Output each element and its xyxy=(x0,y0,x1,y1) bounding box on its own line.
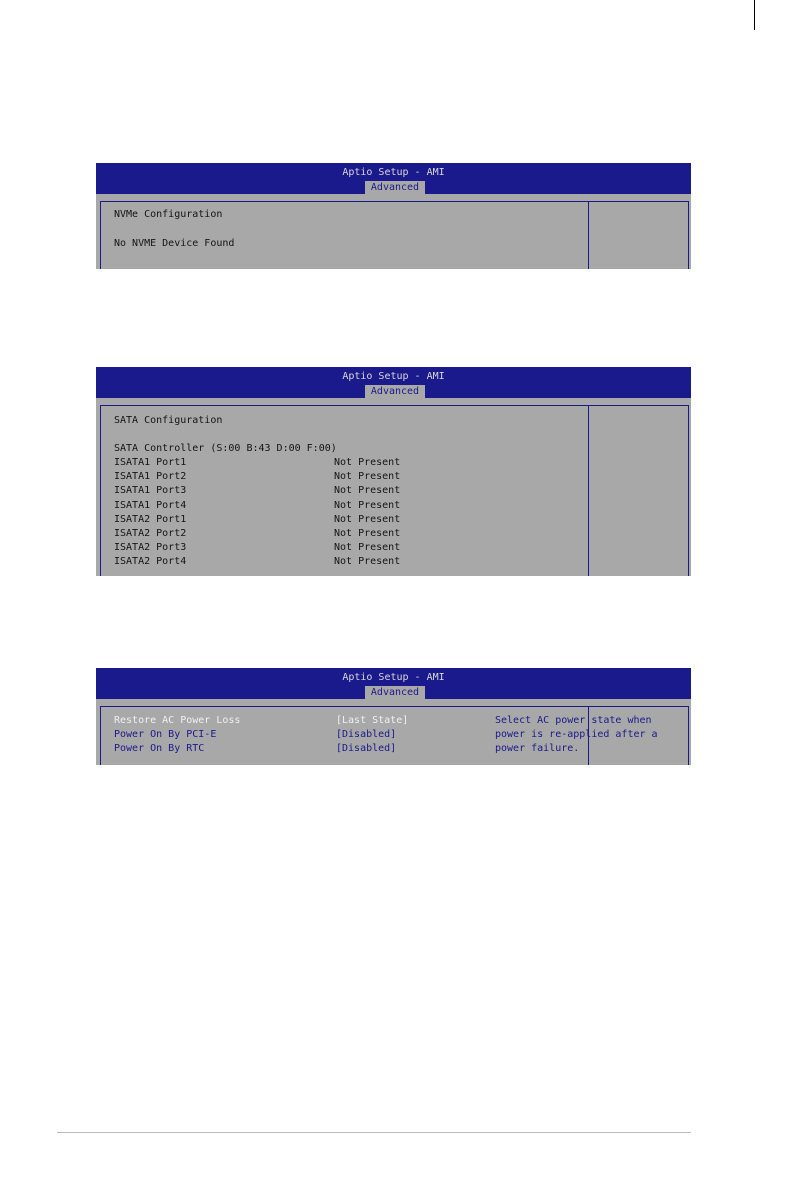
crop-mark xyxy=(754,0,755,30)
port-name: ISATA1 Port4 xyxy=(114,500,187,511)
port-name: ISATA2 Port3 xyxy=(114,542,187,553)
setting-label-restore-ac-power-loss[interactable]: Restore AC Power Loss xyxy=(114,715,241,726)
bios-header xyxy=(96,163,691,194)
bios-screen-sata xyxy=(96,367,691,576)
setting-value-restore-ac-power-loss[interactable]: [Last State] xyxy=(336,715,409,726)
nvme-message: No NVME Device Found xyxy=(114,238,235,249)
footer-rule xyxy=(57,1132,691,1133)
bios-title: Aptio Setup - AMI xyxy=(342,371,445,382)
bios-screen-power xyxy=(96,668,691,765)
help-line: Select AC power state when xyxy=(495,715,652,726)
bios-header xyxy=(96,668,691,699)
setting-label-power-on-by-pci-e[interactable]: Power On By PCI-E xyxy=(114,729,217,740)
tab-advanced[interactable]: Advanced xyxy=(365,181,425,194)
port-name: ISATA2 Port2 xyxy=(114,528,187,539)
help-line: power is re-applied after a xyxy=(495,729,658,740)
help-line: power failure. xyxy=(495,743,580,754)
port-status: Not Present xyxy=(334,457,401,468)
tab-advanced[interactable]: Advanced xyxy=(365,686,425,699)
help-divider xyxy=(588,405,589,576)
port-name: ISATA1 Port3 xyxy=(114,485,187,496)
bios-header xyxy=(96,367,691,398)
setting-label-power-on-by-rtc[interactable]: Power On By RTC xyxy=(114,743,205,754)
port-status: Not Present xyxy=(334,556,401,567)
bios-title: Aptio Setup - AMI xyxy=(342,672,445,683)
help-divider xyxy=(588,201,589,269)
port-status: Not Present xyxy=(334,542,401,553)
bios-title: Aptio Setup - AMI xyxy=(342,167,445,178)
port-status: Not Present xyxy=(334,500,401,511)
tab-advanced[interactable]: Advanced xyxy=(365,385,425,398)
bios-screen-nvme xyxy=(96,163,691,269)
port-status: Not Present xyxy=(334,485,401,496)
port-name: ISATA2 Port4 xyxy=(114,556,187,567)
nvme-heading: NVMe Configuration xyxy=(114,209,223,220)
sata-heading: SATA Configuration xyxy=(114,415,223,426)
port-name: ISATA1 Port2 xyxy=(114,471,187,482)
port-name: ISATA1 Port1 xyxy=(114,457,187,468)
setting-value-power-on-by-pci-e[interactable]: [Disabled] xyxy=(336,729,397,740)
sata-controller: SATA Controller (S:00 B:43 D:00 F:00) xyxy=(114,443,337,454)
setting-value-power-on-by-rtc[interactable]: [Disabled] xyxy=(336,743,397,754)
port-status: Not Present xyxy=(334,528,401,539)
port-status: Not Present xyxy=(334,514,401,525)
port-status: Not Present xyxy=(334,471,401,482)
port-name: ISATA2 Port1 xyxy=(114,514,187,525)
